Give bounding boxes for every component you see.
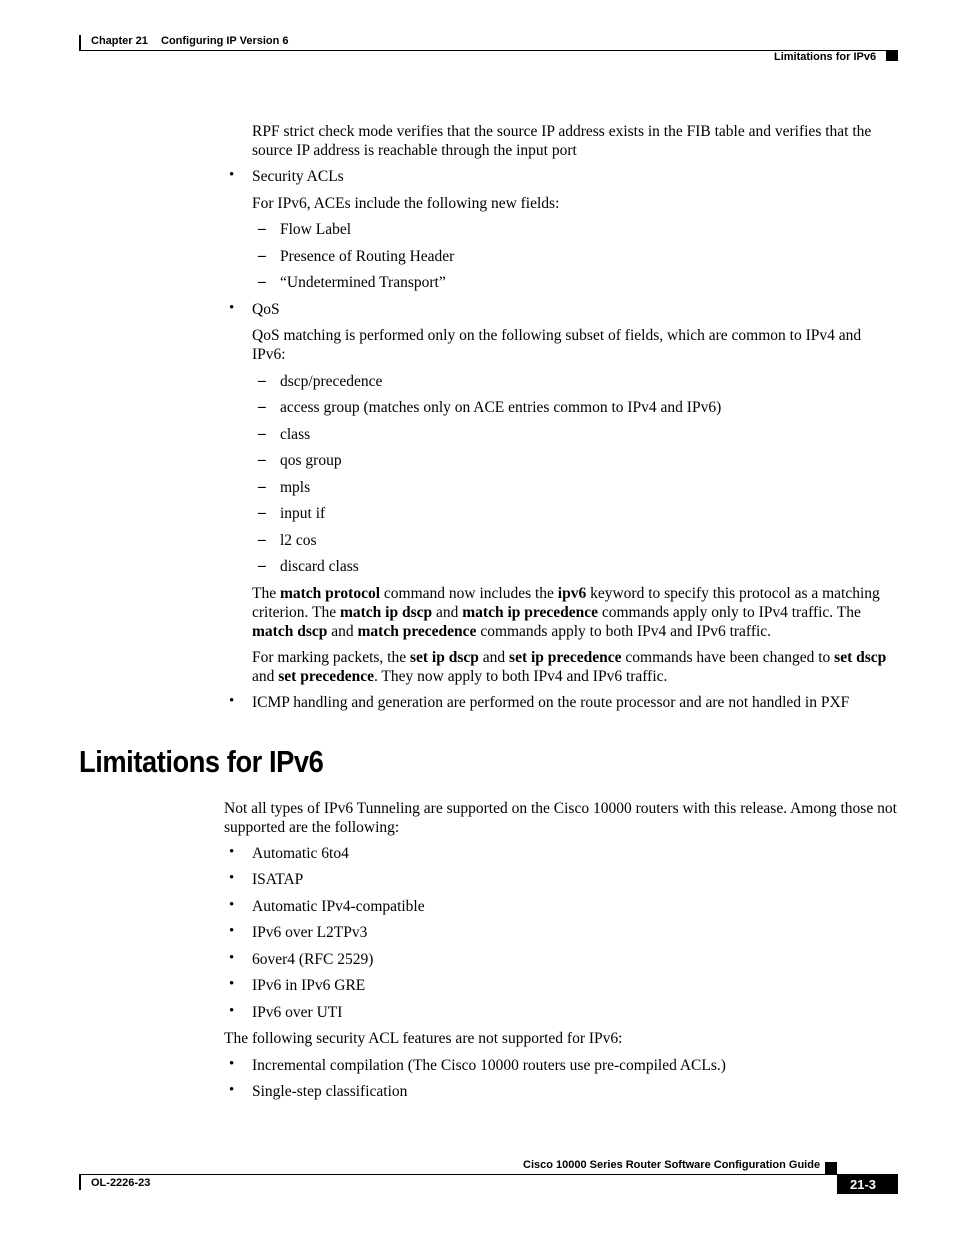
list-item: dscp/precedence bbox=[280, 373, 383, 390]
bullet-glyph: • bbox=[229, 300, 235, 316]
list-item: IPv6 in IPv6 GRE bbox=[252, 977, 366, 994]
list-item: Flow Label bbox=[280, 221, 352, 238]
bullet-glyph: • bbox=[229, 870, 235, 886]
bullet-glyph: • bbox=[229, 1056, 235, 1072]
list-item: “Undetermined Transport” bbox=[280, 274, 446, 291]
acl-intro: The following security ACL features are not supported for IPv6: bbox=[224, 1030, 623, 1047]
dash-glyph: – bbox=[258, 398, 266, 415]
list-item: qos group bbox=[280, 452, 342, 469]
bullet-glyph: • bbox=[229, 693, 235, 709]
list-item: ISATAP bbox=[252, 871, 304, 888]
marking-paragraph: For marking packets, the set ip dscp and set ip precedence commands have been changed to set dscp and set precedence. They now apply to both IPv4 and IPv6 traffic. bbox=[252, 649, 887, 685]
dash-glyph: – bbox=[258, 372, 266, 389]
list-item: l2 cos bbox=[280, 532, 317, 549]
list-item: Single-step classification bbox=[252, 1083, 408, 1100]
match-protocol-paragraph: The match protocol command now includes the ipv6 keyword to specify this protocol as a matching criterion. The match ip dscp and match ip precedence commands apply only to IPv4 traffic. The match dscp and match precedence commands apply to both IPv4 and IPv6 traffic. bbox=[252, 585, 880, 640]
list-item: IPv6 over L2TPv3 bbox=[252, 924, 368, 941]
security-acls-label: Security ACLs bbox=[252, 168, 344, 185]
dash-glyph: – bbox=[258, 220, 266, 237]
section-heading: Limitations for IPv6 bbox=[79, 744, 324, 779]
header-chapter: Chapter 21 bbox=[91, 35, 148, 47]
footer-guide-title: Cisco 10000 Series Router Software Configuration Guide bbox=[523, 1159, 821, 1171]
bullet-glyph: • bbox=[229, 897, 235, 913]
dash-glyph: – bbox=[258, 247, 266, 264]
header-chapter-title: Configuring IP Version 6 bbox=[161, 35, 289, 47]
header-left-bar bbox=[79, 35, 81, 51]
limitations-intro: Not all types of IPv6 Tunneling are supported on the Cisco 10000 routers with this release. Among those not supported are the following: bbox=[224, 800, 897, 836]
page-number: 21-3 bbox=[850, 1177, 877, 1192]
bullet-glyph: • bbox=[229, 1082, 235, 1098]
footer-left-bar bbox=[79, 1174, 81, 1190]
dash-glyph: – bbox=[258, 478, 266, 495]
dash-glyph: – bbox=[258, 425, 266, 442]
bullet-glyph: • bbox=[229, 923, 235, 939]
list-item: access group (matches only on ACE entries common to IPv4 and IPv6) bbox=[280, 399, 722, 416]
dash-glyph: – bbox=[258, 451, 266, 468]
list-item: input if bbox=[280, 505, 326, 522]
list-item: Presence of Routing Header bbox=[280, 248, 455, 265]
list-item: discard class bbox=[280, 558, 359, 575]
bullet-glyph: • bbox=[229, 167, 235, 183]
list-item: Automatic IPv4-compatible bbox=[252, 898, 425, 915]
dash-glyph: – bbox=[258, 504, 266, 521]
bullet-glyph: • bbox=[229, 976, 235, 992]
dash-glyph: – bbox=[258, 273, 266, 290]
list-item: IPv6 over UTI bbox=[252, 1004, 343, 1021]
icmp-item: ICMP handling and generation are performed on the route processor and are not handled in PXF bbox=[252, 694, 850, 711]
qos-paragraph: QoS matching is performed only on the following subset of fields, which are common to IPv4 and IPv6: bbox=[252, 327, 862, 363]
list-item: Incremental compilation (The Cisco 10000 routers use pre-compiled ACLs.) bbox=[252, 1057, 726, 1074]
list-item: class bbox=[280, 426, 311, 443]
list-item: mpls bbox=[280, 479, 311, 496]
qos-label: QoS bbox=[252, 301, 280, 318]
bullet-glyph: • bbox=[229, 1003, 235, 1019]
list-item: 6over4 (RFC 2529) bbox=[252, 951, 374, 968]
security-acls-paragraph: For IPv6, ACEs include the following new fields: bbox=[252, 195, 560, 212]
rpf-paragraph: RPF strict check mode verifies that the source IP address exists in the FIB table and verifies that the source IP address is reachable through the input port bbox=[252, 123, 872, 159]
footer-marker-block bbox=[825, 1162, 837, 1174]
header-marker-block bbox=[886, 51, 898, 61]
footer-doc-number: OL-2226-23 bbox=[91, 1177, 151, 1189]
bullet-glyph: • bbox=[229, 844, 235, 860]
dash-glyph: – bbox=[258, 531, 266, 548]
header-section: Limitations for IPv6 bbox=[774, 51, 877, 63]
list-item: Automatic 6to4 bbox=[252, 845, 349, 862]
dash-glyph: – bbox=[258, 557, 266, 574]
bullet-glyph: • bbox=[229, 950, 235, 966]
footer-rule bbox=[79, 1174, 898, 1175]
